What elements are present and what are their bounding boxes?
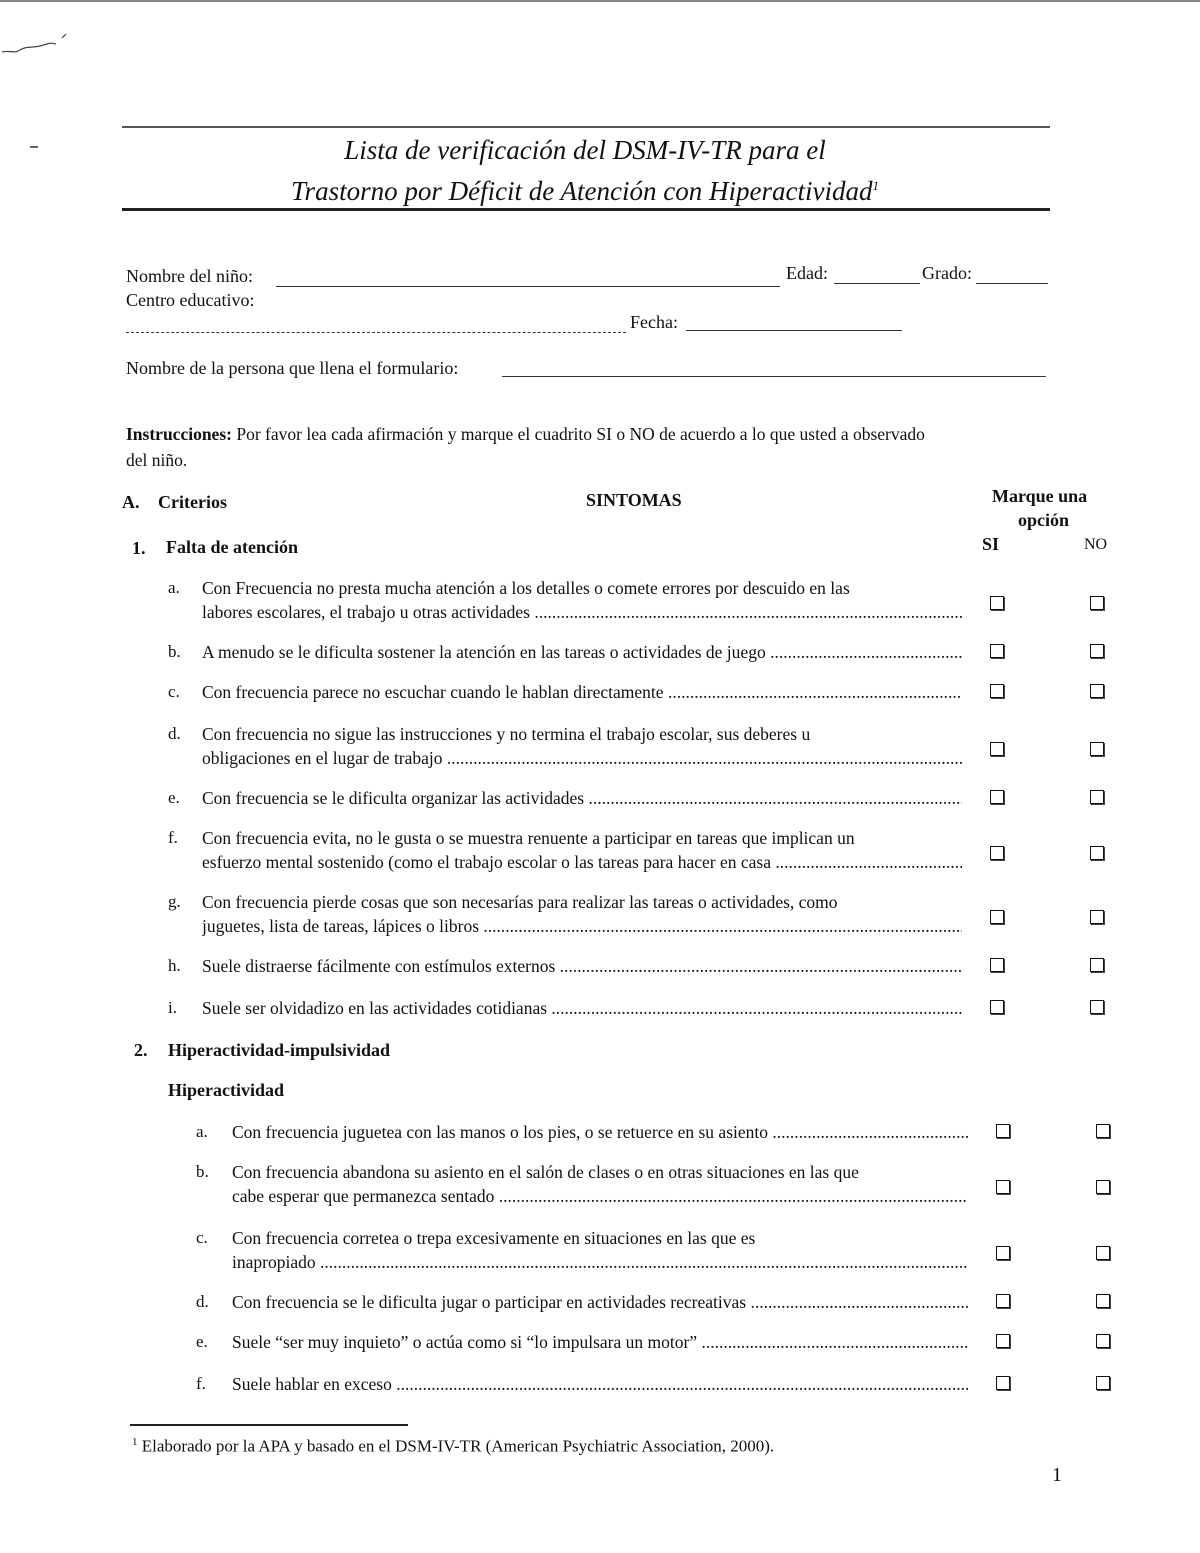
footnote: [132, 1436, 774, 1457]
item-text: cabe esperar que permanezca sentado: [232, 1186, 495, 1206]
item-text-line1: [232, 1290, 968, 1314]
item-text: Con frecuencia se le dificulta organizar las actividades: [202, 788, 585, 808]
item-letter: f.: [168, 828, 178, 847]
item-text: Con frecuencia juguetea con las manos o los pies, o se retuerce en su asiento: [232, 1122, 768, 1142]
title-top-rule: [122, 126, 1050, 128]
footnote-text: Elaborado por la APA y basado en el DSM-IV-TR (American Psychiatric Association, 2000).: [137, 1436, 775, 1456]
item-text-line2: [202, 746, 962, 770]
item-text: Suele “ser muy inquieto” o actúa como si “lo impulsara un motor”: [232, 1332, 698, 1352]
item-text-line1: [202, 640, 962, 664]
si-checkbox[interactable]: [996, 1246, 1010, 1260]
mark-one-header-line2: opción: [1018, 510, 1070, 530]
item-text: Con frecuencia corretea o trepa excesivamente en situaciones en las que es: [232, 1228, 756, 1248]
si-checkbox[interactable]: [996, 1294, 1010, 1308]
grade-field[interactable]: [976, 283, 1048, 284]
item-text-line1: [202, 576, 962, 600]
item-text-line2: [202, 850, 962, 874]
si-checkbox[interactable]: [990, 596, 1004, 610]
item-text: juguetes, lista de tareas, lápices o libros: [202, 916, 480, 936]
filler-name-field[interactable]: [502, 376, 1046, 377]
si-checkbox[interactable]: [990, 742, 1004, 756]
instructions-text-line2: del niño.: [126, 450, 188, 470]
item-letter: d.: [196, 1292, 209, 1311]
criteria-letter: A.: [122, 492, 140, 512]
si-checkbox[interactable]: [996, 1334, 1010, 1348]
item-text-line1: [202, 954, 962, 978]
item-text-line2: [202, 914, 962, 938]
item-letter: f.: [196, 1374, 206, 1393]
item-letter: e.: [196, 1332, 208, 1351]
top-border-line: [0, 0, 1200, 2]
symptoms-header: SINTOMAS: [586, 490, 682, 510]
criteria-header: Criterios: [158, 492, 227, 512]
item-text: Con Frecuencia no presta mucha atención a los detalles o comete errores por descuido en las: [202, 578, 850, 598]
item-text-line1: [202, 680, 962, 704]
title-bottom-rule: [122, 208, 1050, 211]
date-label: Fecha:: [630, 312, 678, 332]
instructions-label: Instrucciones:: [126, 424, 232, 444]
si-checkbox[interactable]: [990, 1000, 1004, 1014]
item-text-line1: [202, 996, 962, 1020]
item-text-line1: [232, 1160, 968, 1184]
item-letter: a.: [196, 1122, 208, 1141]
margin-mark: [30, 146, 38, 148]
child-name-field[interactable]: [276, 286, 780, 287]
item-letter: b.: [196, 1162, 209, 1181]
item-text-line1: [202, 722, 962, 746]
no-checkbox[interactable]: [1090, 596, 1104, 610]
si-checkbox[interactable]: [990, 846, 1004, 860]
item-letter: h.: [168, 956, 181, 975]
no-checkbox[interactable]: [1090, 644, 1104, 658]
item-text-line2: [232, 1250, 968, 1274]
no-checkbox[interactable]: [1090, 742, 1104, 756]
si-checkbox[interactable]: [990, 910, 1004, 924]
item-letter: c.: [168, 682, 180, 701]
age-label: Edad:: [786, 263, 828, 283]
item-letter: g.: [168, 892, 181, 911]
item-text: Suele hablar en exceso: [232, 1374, 392, 1394]
footnote-mark: 1: [132, 1436, 138, 1448]
si-checkbox[interactable]: [990, 958, 1004, 972]
no-checkbox[interactable]: [1090, 910, 1104, 924]
no-checkbox[interactable]: [1090, 684, 1104, 698]
page-title-line1: Lista de verificación del DSM-IV-TR para el: [344, 135, 826, 165]
si-checkbox[interactable]: [990, 684, 1004, 698]
school-field[interactable]: [126, 332, 626, 333]
no-checkbox[interactable]: [1096, 1376, 1110, 1390]
item-text: Suele distraerse fácilmente con estímulos externos: [202, 956, 556, 976]
section2-title: Hiperactividad-impulsividad: [168, 1040, 391, 1060]
section1-title: Falta de atención: [166, 537, 298, 557]
grade-label: Grado:: [922, 263, 972, 283]
item-text-line1: [202, 786, 962, 810]
section2-subtitle: Hiperactividad: [168, 1080, 284, 1100]
item-text-line1: [232, 1120, 968, 1144]
mark-one-header-line1: Marque una: [992, 486, 1088, 506]
no-checkbox[interactable]: [1096, 1334, 1110, 1348]
item-text: Con frecuencia se le dificulta jugar o participar en actividades recreativas: [232, 1292, 747, 1312]
no-checkbox[interactable]: [1090, 790, 1104, 804]
item-text-line2: [202, 600, 962, 624]
item-text-line2: [232, 1184, 968, 1208]
section2-number: 2.: [134, 1040, 148, 1060]
item-letter: b.: [168, 642, 181, 661]
filler-name-label: Nombre de la persona que llena el formulario:: [126, 358, 459, 378]
item-text: labores escolares, el trabajo u otras actividades: [202, 602, 530, 622]
age-field[interactable]: [834, 283, 920, 284]
item-text: Con frecuencia pierde cosas que son necesarías para realizar las tareas o actividades, como: [202, 892, 838, 912]
page-number: 1: [1052, 1464, 1062, 1486]
child-name-label: Nombre del niño:: [126, 266, 253, 286]
item-text: Con frecuencia abandona su asiento en el salón de clases o en otras situaciones en las que: [232, 1162, 859, 1182]
item-text-line1: [202, 890, 962, 914]
section1-number: 1.: [132, 538, 146, 558]
no-checkbox[interactable]: [1096, 1246, 1110, 1260]
yes-column-header: SI: [982, 534, 1000, 554]
item-letter: d.: [168, 724, 181, 743]
si-checkbox[interactable]: [996, 1124, 1010, 1138]
no-checkbox[interactable]: [1096, 1180, 1110, 1194]
item-letter: a.: [168, 578, 180, 597]
item-text: esfuerzo mental sostenido (como el trabajo escolar o las tareas para hacer en casa: [202, 852, 771, 872]
item-text: Con frecuencia parece no escuchar cuando le hablan directamente: [202, 682, 664, 702]
date-field[interactable]: [686, 330, 902, 331]
item-text: Con frecuencia evita, no le gusta o se muestra renuente a participar en tareas que implican un: [202, 828, 855, 848]
pen-scribble: [0, 30, 80, 60]
item-letter: c.: [196, 1228, 208, 1247]
page-title-line2: Trastorno por Déficit de Atención con Hiperactividad$^1$: [291, 176, 879, 206]
si-checkbox[interactable]: [996, 1376, 1010, 1390]
no-checkbox[interactable]: [1090, 1000, 1104, 1014]
no-checkbox[interactable]: [1090, 846, 1104, 860]
item-text: inapropiado: [232, 1252, 316, 1272]
item-letter: e.: [168, 788, 180, 807]
instructions-text: Por favor lea cada afirmación y marque el cuadrito SI o NO de acuerdo a lo que usted a observado: [231, 424, 925, 444]
school-label: Centro educativo:: [126, 290, 255, 310]
no-checkbox[interactable]: [1096, 1124, 1110, 1138]
si-checkbox[interactable]: [990, 644, 1004, 658]
si-checkbox[interactable]: [990, 790, 1004, 804]
item-text: obligaciones en el lugar de trabajo: [202, 748, 443, 768]
item-text: A menudo se le dificulta sostener la atención en las tareas o actividades de juego: [202, 642, 766, 662]
title-footnote-mark: 1: [872, 178, 879, 193]
item-letter: i.: [168, 998, 177, 1017]
item-text-line1: [232, 1372, 968, 1396]
item-text-line1: [202, 826, 962, 850]
no-checkbox[interactable]: [1090, 958, 1104, 972]
instructions: [126, 424, 925, 445]
item-text-line1: [232, 1330, 968, 1354]
item-text-line1: [232, 1226, 968, 1250]
footnote-rule: [130, 1424, 408, 1426]
item-text: Con frecuencia no sigue las instrucciones y no termina el trabajo escolar, sus deberes u: [202, 724, 811, 744]
no-column-header: NO: [1084, 536, 1108, 553]
no-checkbox[interactable]: [1096, 1294, 1110, 1308]
item-text: Suele ser olvidadizo en las actividades cotidianas: [202, 998, 548, 1018]
si-checkbox[interactable]: [996, 1180, 1010, 1194]
